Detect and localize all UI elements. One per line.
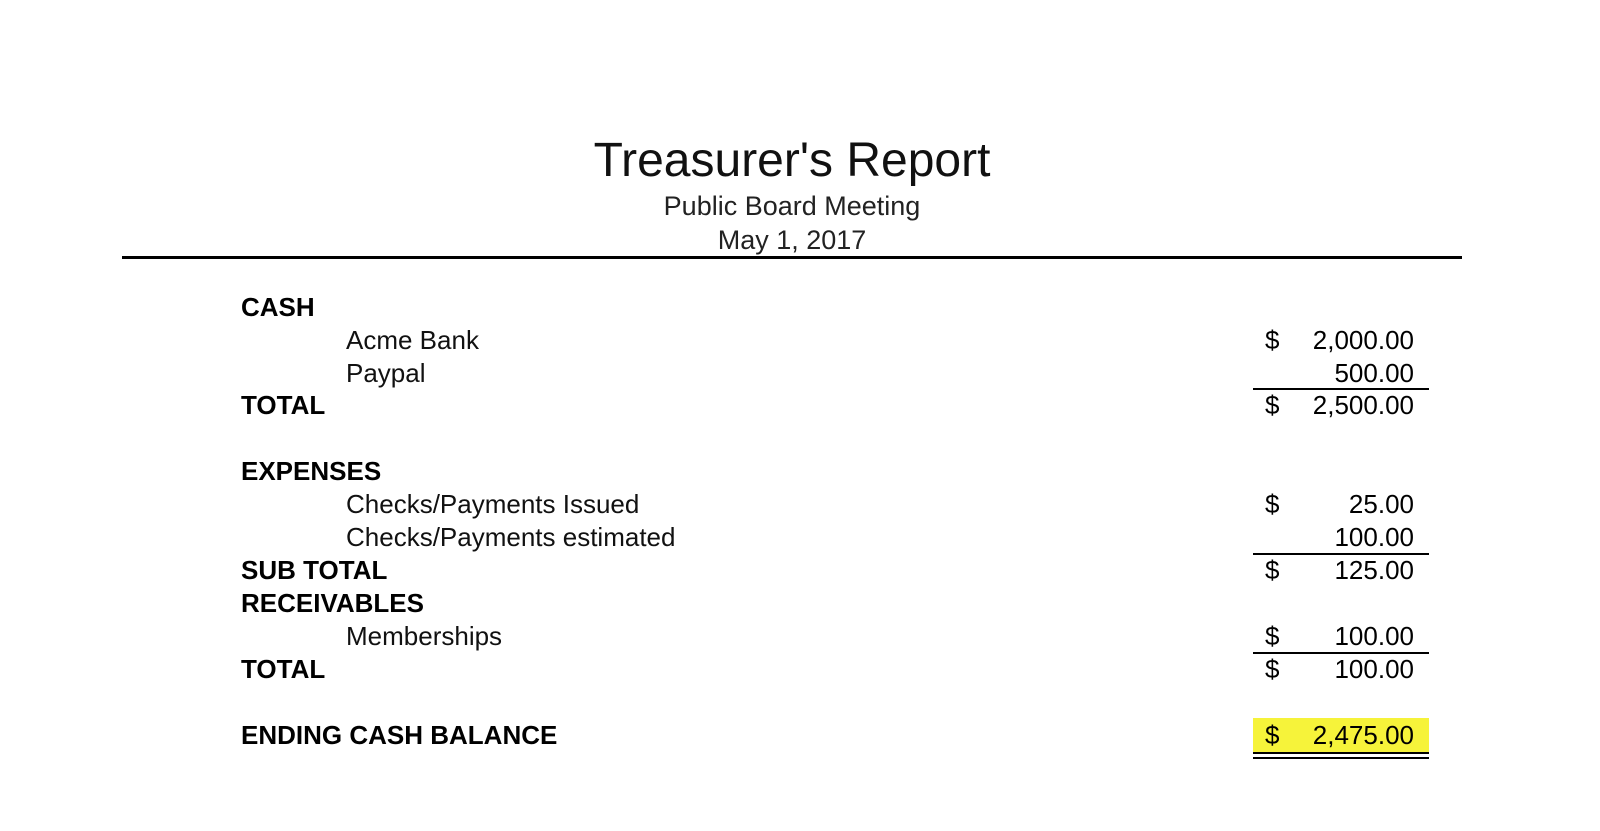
subtotal-value: 125.00 [1334, 555, 1414, 585]
currency-symbol: $ [1265, 555, 1280, 585]
double-underline-top [1253, 752, 1429, 754]
receivables-total-label: TOTAL [241, 654, 326, 684]
amount-cell [1253, 554, 1429, 587]
amount-cell [1253, 357, 1429, 390]
receivables-total-value: 100.00 [1334, 654, 1414, 684]
cash-total-label: TOTAL [241, 390, 326, 420]
amount-value: 100.00 [1334, 621, 1414, 651]
cash-heading-row [0, 291, 1600, 324]
amount-value: 25.00 [1348, 489, 1414, 519]
line-item-label: Checks/Payments estimated [346, 522, 676, 552]
expenses-heading: EXPENSES [241, 456, 382, 486]
line-item-label: Paypal [346, 358, 426, 388]
receivables-heading: RECEIVABLES [241, 588, 424, 618]
amount-cell [1253, 488, 1429, 521]
ending-balance-value: 2,475.00 [1312, 720, 1414, 750]
currency-symbol: $ [1265, 489, 1280, 519]
amount-cell [1253, 719, 1429, 752]
receivables-total-row [0, 653, 1600, 686]
ending-balance-row [0, 719, 1600, 752]
amount-value: 2,000.00 [1312, 325, 1414, 355]
currency-symbol: $ [1265, 621, 1280, 651]
amount-cell [1253, 620, 1429, 653]
line-item-label: Acme Bank [346, 325, 479, 355]
currency-symbol: $ [1265, 325, 1280, 355]
cash-total-value: 2,500.00 [1312, 390, 1414, 420]
currency-symbol: $ [1265, 390, 1280, 420]
amount-cell [1253, 389, 1429, 422]
receivables-heading-row [0, 587, 1600, 620]
receivable-item-memberships [0, 620, 1600, 653]
double-underline-bottom [1253, 757, 1429, 759]
line-item-label: Memberships [346, 621, 503, 651]
subtotal-label: SUB TOTAL [241, 555, 388, 585]
header-rule [122, 256, 1462, 259]
report-subtitle: Public Board Meeting [663, 191, 921, 221]
amount-cell [1253, 521, 1429, 554]
report-date: May 1, 2017 [717, 225, 867, 255]
cash-item-acme-bank [0, 324, 1600, 357]
cash-item-paypal [0, 357, 1600, 390]
cash-heading: CASH [241, 292, 315, 322]
ending-balance-label: ENDING CASH BALANCE [241, 720, 558, 750]
expenses-subtotal-row [0, 554, 1600, 587]
expenses-heading-row [0, 455, 1600, 488]
cash-total-row [0, 389, 1600, 422]
expense-item-estimated [0, 521, 1600, 554]
amount-value: 500.00 [1334, 358, 1414, 388]
currency-symbol: $ [1265, 720, 1280, 750]
line-item-label: Checks/Payments Issued [346, 489, 640, 519]
amount-cell [1253, 324, 1429, 357]
amount-value: 100.00 [1334, 522, 1414, 552]
expense-item-issued [0, 488, 1600, 521]
amount-cell [1253, 653, 1429, 686]
report-title: Treasurer's Report [593, 134, 991, 187]
currency-symbol: $ [1265, 654, 1280, 684]
